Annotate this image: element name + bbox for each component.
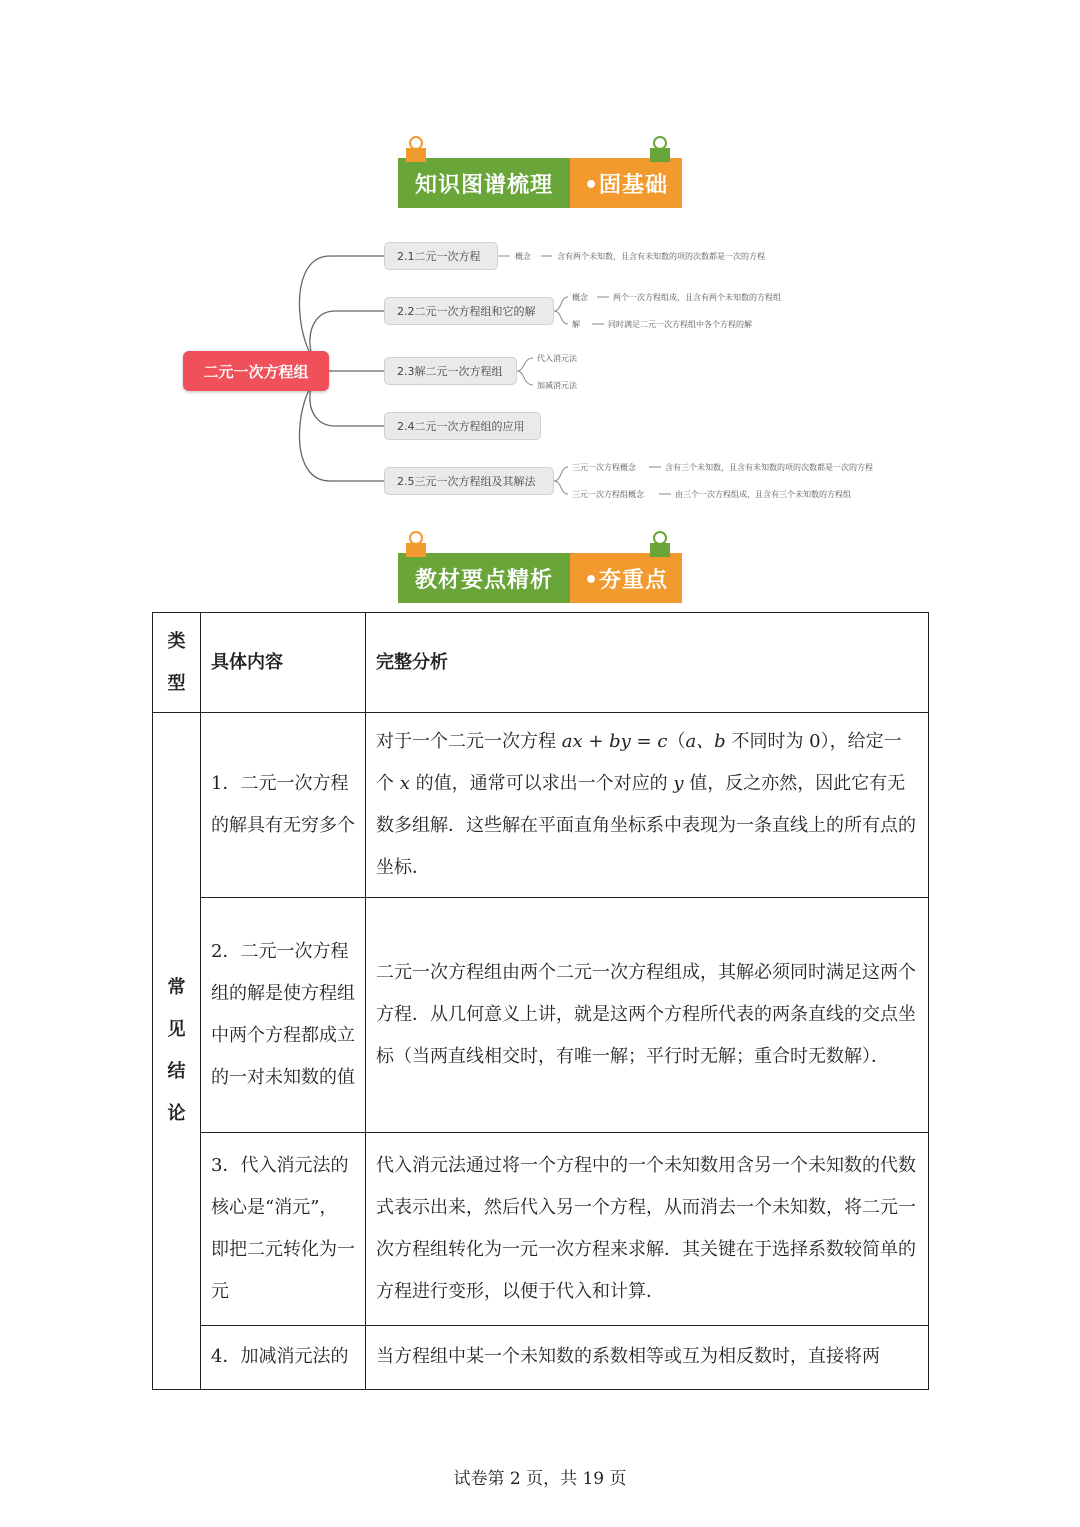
mindmap-leaf: 三元一次方程概念 <box>572 463 636 472</box>
mindmap-node: 2.4二元一次方程组的应用 <box>384 412 541 440</box>
analysis-cell: 对于一个二元一次方程 ax + by = c（a、b 不同时为 0），给定一个 x 的值，通常可以求出一个对应的 y 值，反之亦然，因此它有无数多组解．这些解在平面直角坐标系中表现为一条直线上的所有点的坐标． <box>366 713 929 898</box>
mindmap-leaf: 含有两个未知数，且含有未知数的项的次数都是一次的方程 <box>557 252 765 261</box>
header-analysis: 完整分析 <box>366 613 929 713</box>
section-banner-key-points <box>398 553 682 603</box>
mindmap-leaf: 由三个一次方程组成，且含有三个未知数的方程组 <box>675 490 851 499</box>
key-points-table <box>152 612 929 1390</box>
banner-title: 教材要点精析 <box>398 553 570 603</box>
mindmap-node: 2.1二元一次方程 <box>384 242 498 270</box>
mindmap-leaf: 两个一次方程组成，且含有两个未知数的方程组 <box>613 293 781 302</box>
table-row <box>153 1326 929 1390</box>
header-content: 具体内容 <box>201 613 366 713</box>
table-row <box>153 1133 929 1326</box>
table-header-row <box>153 613 929 713</box>
analysis-cell: 代入消元法通过将一个方程中的一个未知数用含另一个未知数的代数式表示出来，然后代入另一个方程，从而消去一个未知数，将二元一次方程组转化为一元一次方程来求解．其关键在于选择系数较简单的方程进行变形，以便于代入和计算． <box>366 1133 929 1326</box>
content-cell: 3．代入消元法的核心是“消元”，即把二元转化为一元 <box>201 1133 366 1326</box>
page-footer: 试卷第 2 页，共 19 页 <box>453 1469 627 1489</box>
content-cell: 2．二元一次方程组的解是使方程组中两个方程都成立的一对未知数的值 <box>201 898 366 1133</box>
mindmap-node: 2.3解二元一次方程组 <box>384 357 517 385</box>
mindmap-leaf: 三元一次方程组概念 <box>572 490 644 499</box>
mindmap-node: 2.5三元一次方程组及其解法 <box>384 467 554 495</box>
mindmap-node: 2.2二元一次方程组和它的解 <box>384 297 554 325</box>
table-row <box>153 713 929 898</box>
content-cell: 1．二元一次方程的解具有无穷多个 <box>201 713 366 898</box>
content-cell: 4．加减消元法的 <box>201 1326 366 1390</box>
mindmap-leaf: 同时满足二元一次方程组中各个方程的解 <box>608 320 752 329</box>
mindmap-leaf: 概念 <box>515 252 531 261</box>
analysis-cell: 二元一次方程组由两个二元一次方程组成，其解必须同时满足这两个方程．从几何意义上讲，就是这两个方程所代表的两条直线的交点坐标（当两直线相交时，有唯一解；平行时无解；重合时无数解）． <box>366 898 929 1133</box>
mindmap-leaf: 代入消元法 <box>537 354 577 363</box>
banner-title: 知识图谱梳理 <box>398 158 570 208</box>
binder-clip-icon <box>406 531 426 557</box>
banner-subtitle: •夯重点 <box>570 553 682 603</box>
table-row <box>153 898 929 1133</box>
analysis-cell: 当方程组中某一个未知数的系数相等或互为相反数时，直接将两 <box>366 1326 929 1390</box>
mindmap-leaf: 含有三个未知数，且含有未知数的项的次数都是一次的方程 <box>665 463 873 472</box>
mindmap-root: 二元一次方程组 <box>183 351 329 391</box>
header-type: 类型 <box>153 613 201 713</box>
mindmap-leaf: 解 <box>572 320 580 329</box>
type-cell: 常见结论 <box>153 713 201 1390</box>
banner-subtitle: •固基础 <box>570 158 682 208</box>
mindmap-leaf: 加减消元法 <box>537 381 577 390</box>
mindmap-leaf: 概念 <box>572 293 588 302</box>
binder-clip-icon <box>650 531 670 557</box>
mindmap-connectors <box>0 0 1080 520</box>
